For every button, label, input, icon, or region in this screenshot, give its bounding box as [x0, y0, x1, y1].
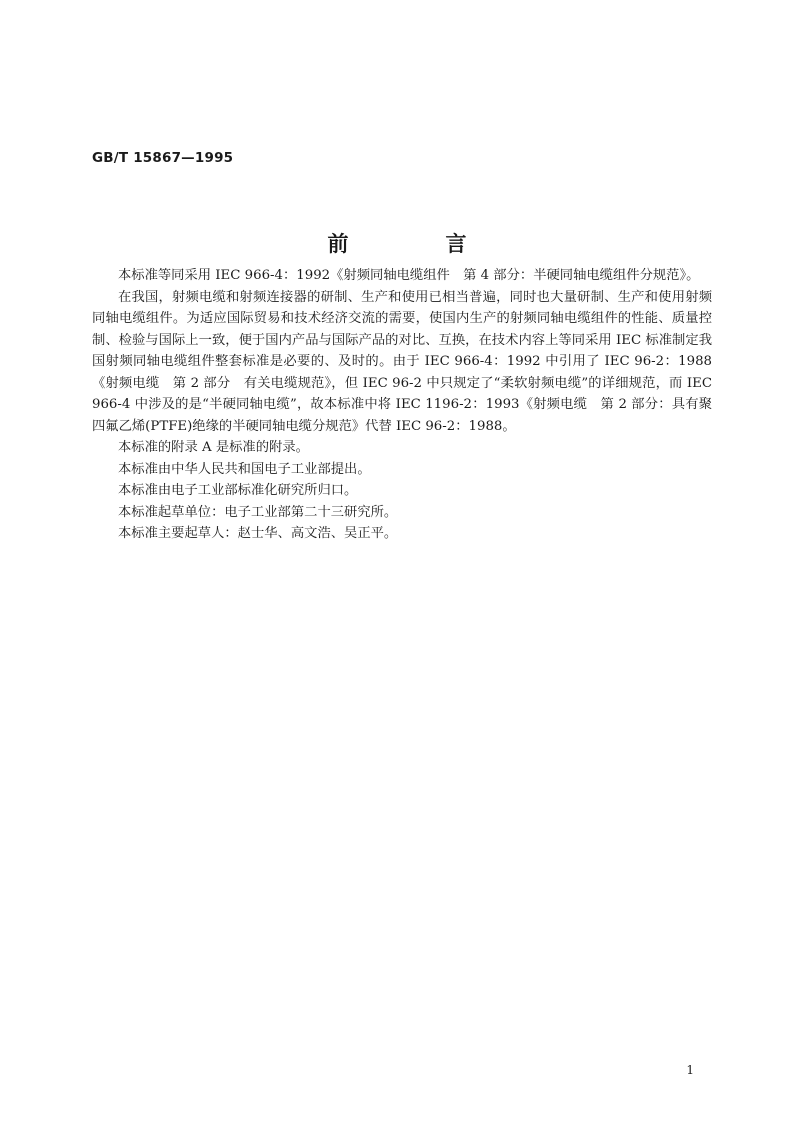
page-title: 前 言	[327, 232, 505, 256]
paragraph-drafters: 本标准主要起草人：赵士华、高文浩、吴正平。	[118, 526, 398, 541]
paragraph-drafting-unit: 本标准起草单位：电子工业部第二十三研究所。	[118, 504, 398, 520]
paragraph-adoption: 本标准等同采用 IEC 966-4：1992《射频同轴电缆组件 第 4 部分：半硬同轴电缆组件分规范》。	[118, 268, 700, 283]
paragraph-appendix: 本标准的附录 A 是标准的附录。	[118, 440, 309, 455]
standard-code: GB/T 15867—1995	[92, 150, 234, 166]
paragraph-background: 在我国，射频电缆和射频连接器的研制、生产和使用已相当普遍，同时也大量研制、生产和使用射频同轴电缆组件。为适应国际贸易和技术经济交流的需要，使国内生产的射频同轴电缆组件的性能、质量控制、检验与国际上一致，便于国内产品与国际产品的对比、互换，在技术内容上等同采用 IEC 标准制定我国射频同轴电缆组件整套标准是必要的、及时的。由于 IEC 966-4：1992 中引用了 IEC 96-2：1988《射频电缆 第 2 部分 有关电缆规范》，但 IEC 96-2 中只规定了“柔软射频电缆”的详细规范，而 IEC 966-4 中涉及的是“半硬同轴电缆”，故本标准中将 IEC 1196-2：1993《射频电缆 第 2 部分：具有聚四氟乙烯(PTFE)绝缘的半硬同轴电缆分规范》代替 IEC 96-2：1988。	[92, 289, 712, 434]
foreword-body	[92, 265, 712, 545]
paragraph-proposer: 本标准由中华人民共和国电子工业部提出。	[118, 461, 371, 477]
paragraph-administration: 本标准由电子工业部标准化研究所归口。	[118, 483, 358, 498]
page-number: 1	[686, 1063, 694, 1077]
